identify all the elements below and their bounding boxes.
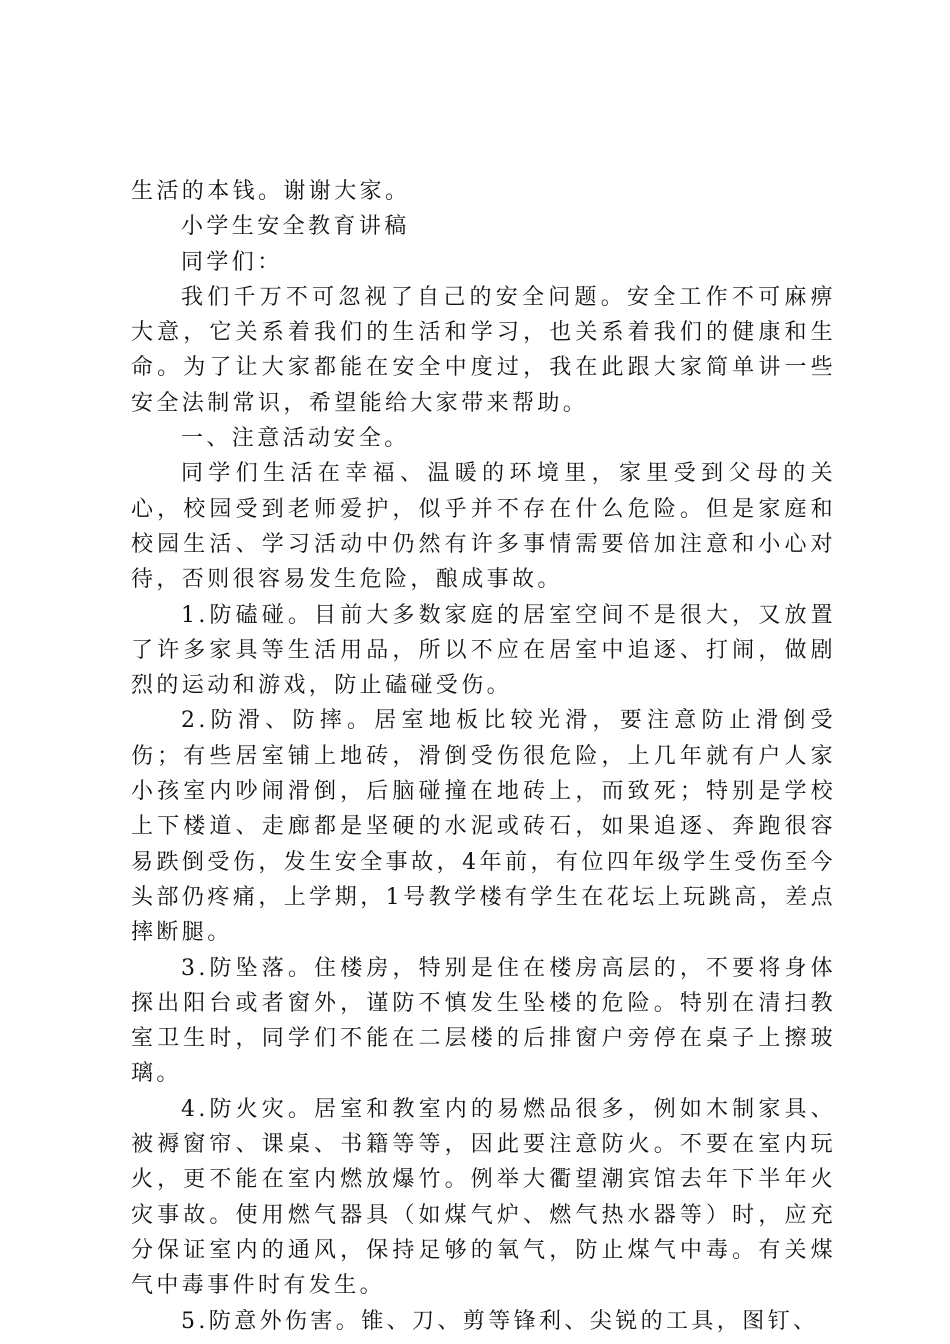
document-title: 小学生安全教育讲稿 bbox=[181, 214, 410, 240]
document-body bbox=[131, 174, 836, 1339]
paragraph-closing-line: 生活的本钱。谢谢大家。 bbox=[131, 179, 411, 204]
paragraph-activity-safety: 同学们生活在幸福、温暖的环境里，家里受到父母的关心，校园受到老师爱护，似乎并不存在什么危险。但是家庭和校园生活、学习活动中仍然有许多事情需要倍加注意和小心对待，否则很容易发生危险，酿成事故。 bbox=[131, 461, 836, 593]
paragraph-item-4: 4.防火灾。居室和教室内的易燃品很多，例如木制家具、被褥窗帘、课桌、书籍等等，因此要注意防火。不要在室内玩火，更不能在室内燃放爆竹。例举大衢望潮宾馆去年下半年火灾事故。使用燃气器具（如煤气炉、燃气热水器等）时，应充分保证室内的通风，保持足够的氧气，防止煤气中毒。有关煤气中毒事件时有发生。 bbox=[131, 1096, 836, 1299]
paragraph-item-5: 5.防意外伤害。锥、刀、剪等锋利、尖锐的工具，图钉、 bbox=[181, 1308, 819, 1334]
paragraph-item-3: 3.防坠落。住楼房，特别是住在楼房高层的，不要将身体探出阳台或者窗外，谨防不慎发生坠楼的危险。特别在清扫教室卫生时，同学们不能在二层楼的后排窗户旁停在桌子上擦玻璃。 bbox=[131, 955, 836, 1087]
salutation: 同学们： bbox=[181, 249, 283, 275]
paragraph-item-2: 2.防滑、防摔。居室地板比较光滑，要注意防止滑倒受伤；有些居室铺上地砖，滑倒受伤很危险，上几年就有户人家小孩室内吵闹滑倒，后脑碰撞在地砖上，而致死；特别是学校上下楼道、走廊都是坚硬的水泥或砖石，如果追逐、奔跑很容易跌倒受伤，发生安全事故，4年前，有位四年级学生受伤至今头部仍疼痛，上学期，1号教学楼有学生在花坛上玩跳高，差点摔断腿。 bbox=[131, 708, 836, 946]
section-heading-activity-safety: 一、注意活动安全。 bbox=[181, 426, 410, 452]
paragraph-item-1: 1.防磕碰。目前大多数家庭的居室空间不是很大，又放置了许多家具等生活用品，所以不应在居室中追逐、打闹，做剧烈的运动和游戏，防止磕碰受伤。 bbox=[131, 602, 836, 699]
paragraph-intro: 我们千万不可忽视了自己的安全问题。安全工作不可麻痹大意，它关系着我们的生活和学习，也关系着我们的健康和生命。为了让大家都能在安全中度过，我在此跟大家简单讲一些安全法制常识，希望能给大家带来帮助。 bbox=[131, 284, 836, 416]
